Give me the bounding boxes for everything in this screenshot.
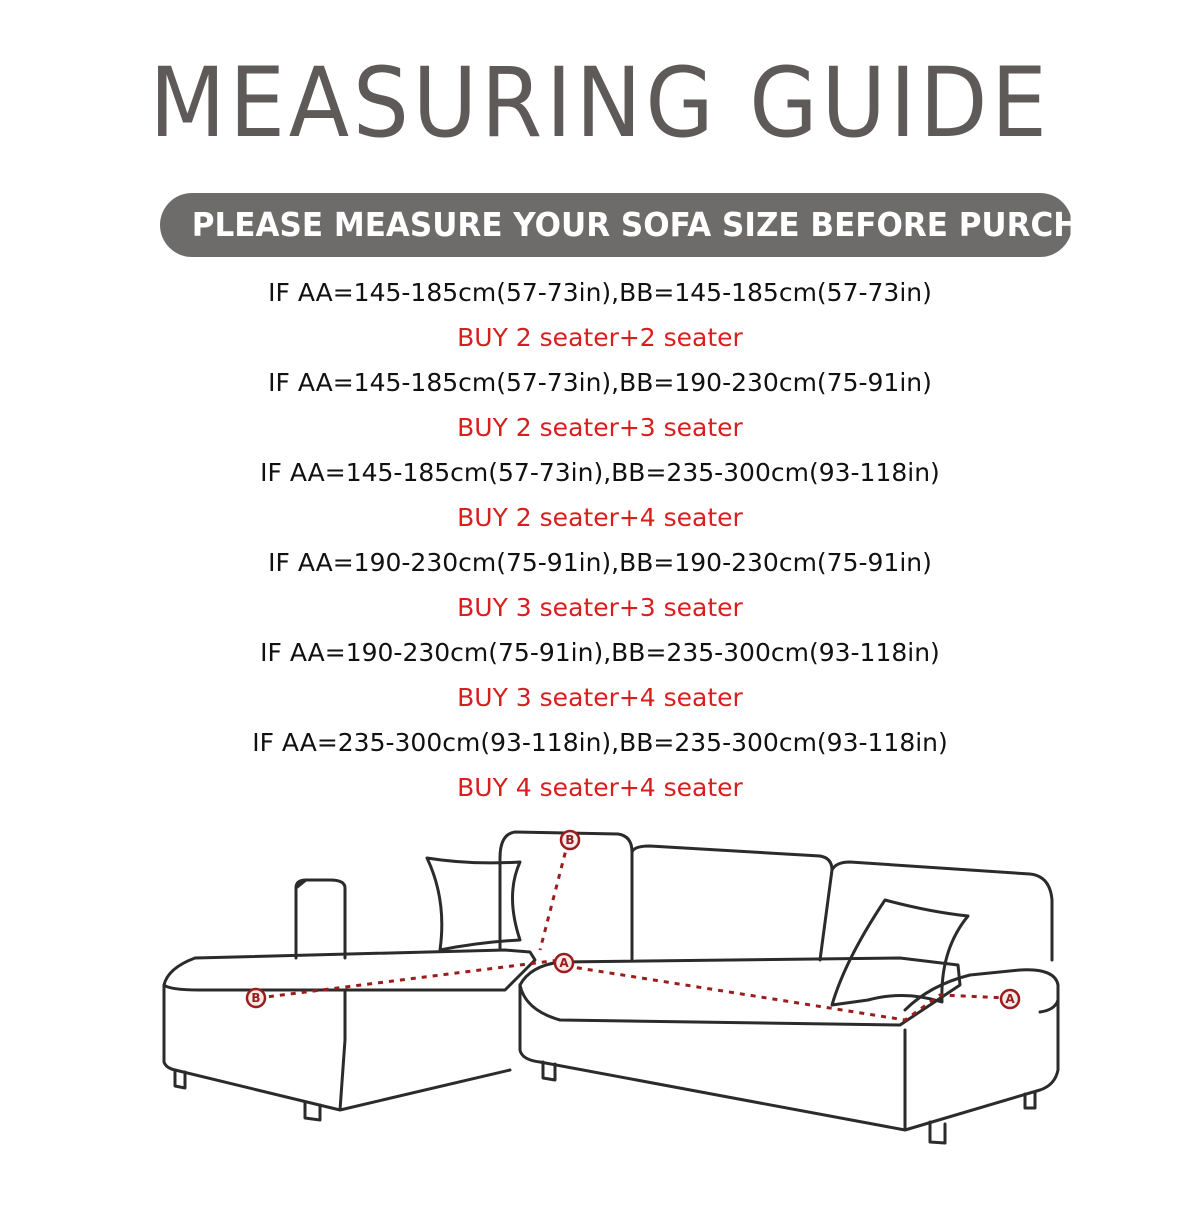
rule-condition: IF AA=190-230cm(75-91in),BB=190-230cm(75-91in): [268, 548, 932, 577]
rule-buy: BUY 4 seater+4 seater: [457, 773, 743, 802]
marker-label: B: [565, 833, 575, 847]
marker-a-right: [1001, 990, 1019, 1008]
banner-text: PLEASE MEASURE YOUR SOFA SIZE BEFORE PURCHASING: [191, 205, 1189, 244]
marker-b-top: [561, 831, 579, 849]
page-title: MEASURING GUIDE: [149, 47, 1051, 159]
marker-label: A: [559, 956, 569, 970]
chaise-armrest: [296, 880, 345, 958]
measure-banner: [160, 193, 1189, 257]
marker-b-left: [247, 989, 265, 1007]
sofa-leg: [930, 1122, 945, 1143]
rule-buy: BUY 3 seater+4 seater: [457, 683, 743, 712]
marker-a-mid: [555, 954, 573, 972]
rule-buy: BUY 2 seater+4 seater: [457, 503, 743, 532]
rule-buy: BUY 2 seater+2 seater: [457, 323, 743, 352]
main-base: [520, 985, 1058, 1130]
pillow-right: [832, 900, 968, 1005]
rule-buy: BUY 2 seater+3 seater: [457, 413, 743, 442]
pillow-left: [427, 858, 520, 950]
rule-condition: IF AA=145-185cm(57-73in),BB=145-185cm(57-73in): [268, 278, 932, 307]
marker-label: B: [251, 991, 261, 1005]
rule-buy: BUY 3 seater+3 seater: [457, 593, 743, 622]
sofa-diagram: [0, 810, 1200, 1221]
rule-condition: IF AA=235-300cm(93-118in),BB=235-300cm(93-118in): [252, 728, 948, 757]
chaise-base: [164, 985, 510, 1110]
rule-condition: IF AA=145-185cm(57-73in),BB=235-300cm(93-118in): [260, 458, 940, 487]
back-cushion-middle: [632, 846, 832, 960]
main-seat: [520, 958, 960, 1025]
measure-line-b-vertical: [540, 842, 568, 950]
rule-condition: IF AA=190-230cm(75-91in),BB=235-300cm(93-118in): [260, 638, 940, 667]
size-rules: [0, 270, 1200, 810]
marker-label: A: [1005, 992, 1015, 1006]
rule-condition: IF AA=145-185cm(57-73in),BB=190-230cm(75-91in): [268, 368, 932, 397]
